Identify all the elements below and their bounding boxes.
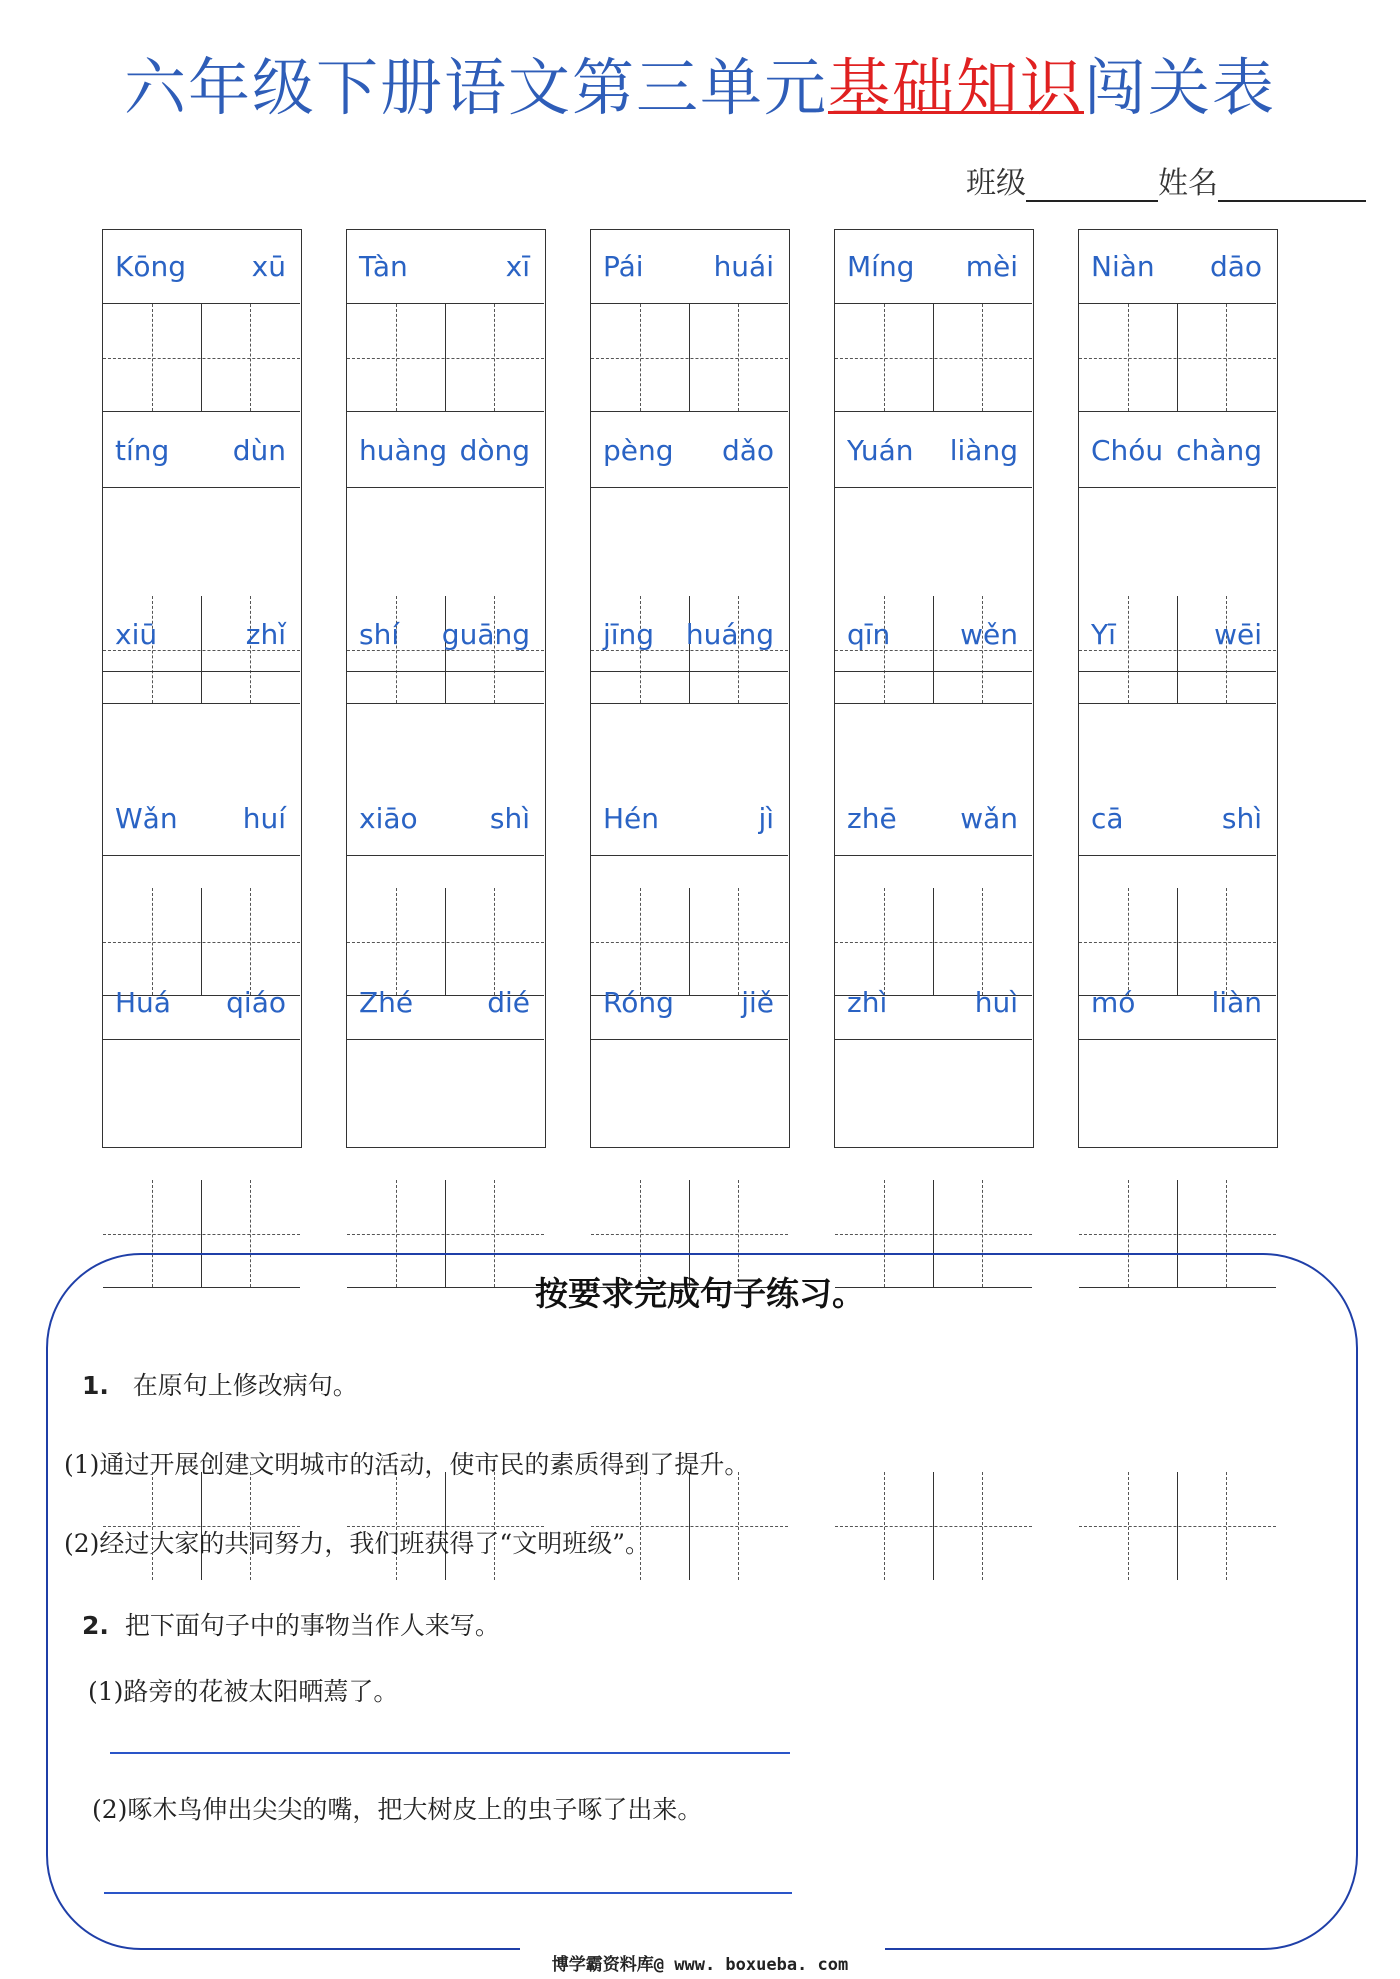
q2-sentence-a: (1)路旁的花被太阳晒蔫了。 bbox=[88, 1677, 399, 1706]
q2-text: 把下面句子中的事物当作人来写。 bbox=[124, 1611, 500, 1640]
pinyin-syllable: tíng bbox=[115, 434, 170, 467]
writing-grid[interactable] bbox=[103, 304, 300, 412]
pinyin-syllable: chàng bbox=[1176, 434, 1262, 467]
pinyin-row bbox=[1079, 230, 1276, 304]
pinyin-row bbox=[103, 782, 300, 856]
grid-line bbox=[835, 358, 1032, 359]
pinyin-syllable: dié bbox=[487, 986, 530, 1019]
grid-line bbox=[835, 1234, 1032, 1235]
grid-line bbox=[591, 358, 788, 359]
pinyin-syllable: Pái bbox=[603, 250, 644, 283]
q1-sentence-a: (1)通过开展创建文明城市的活动，使市民的素质得到了提升。 bbox=[64, 1450, 750, 1479]
question-2 bbox=[82, 1606, 500, 1642]
pinyin-syllable: Wǎn bbox=[115, 802, 178, 835]
pinyin-syllable: xiū bbox=[115, 618, 158, 651]
pinyin-column bbox=[834, 229, 1034, 1148]
pinyin-row bbox=[835, 414, 1032, 488]
pinyin-syllable: shì bbox=[489, 802, 530, 835]
pinyin-syllable: jì bbox=[758, 802, 774, 835]
pinyin-syllable: dāo bbox=[1209, 250, 1262, 283]
pinyin-syllable: Míng bbox=[847, 250, 915, 283]
pinyin-syllable: liàn bbox=[1211, 986, 1262, 1019]
q1-number: 1. bbox=[82, 1371, 109, 1400]
grid-line bbox=[103, 942, 300, 943]
pinyin-syllable: qiáo bbox=[226, 986, 286, 1019]
answer-line-2[interactable] bbox=[104, 1892, 792, 1894]
pinyin-row bbox=[1079, 966, 1276, 1040]
pinyin-row bbox=[591, 782, 788, 856]
pinyin-syllable: xū bbox=[251, 250, 286, 283]
grid-line bbox=[103, 1234, 300, 1235]
pinyin-syllable: zhē bbox=[847, 802, 897, 835]
class-blank[interactable] bbox=[1026, 166, 1158, 202]
pinyin-syllable: Niàn bbox=[1091, 250, 1155, 283]
pinyin-row bbox=[835, 230, 1032, 304]
pinyin-row bbox=[1079, 782, 1276, 856]
name-blank[interactable] bbox=[1218, 166, 1366, 202]
pinyin-row bbox=[103, 414, 300, 488]
exercise-frame bbox=[46, 1253, 1358, 1950]
pinyin-syllable: shí bbox=[359, 618, 400, 651]
title-part1: 六年级下册语文第三单元 bbox=[123, 51, 828, 124]
pinyin-row bbox=[347, 966, 544, 1040]
pinyin-column bbox=[590, 229, 790, 1148]
pinyin-syllable: Róng bbox=[603, 986, 674, 1019]
writing-grid[interactable] bbox=[835, 304, 1032, 412]
grid-line bbox=[1079, 1234, 1276, 1235]
pinyin-column bbox=[346, 229, 546, 1148]
pinyin-syllable: qīn bbox=[847, 618, 891, 651]
grid-line bbox=[591, 942, 788, 943]
pinyin-row bbox=[835, 782, 1032, 856]
grid-line bbox=[1079, 942, 1276, 943]
student-info bbox=[966, 158, 1366, 202]
pinyin-row bbox=[103, 230, 300, 304]
pinyin-syllable: cā bbox=[1091, 802, 1124, 835]
pinyin-row bbox=[835, 598, 1032, 672]
pinyin-syllable: wěn bbox=[960, 618, 1018, 651]
title-highlight: 基础知识 bbox=[827, 51, 1084, 124]
pinyin-syllable: xī bbox=[505, 250, 530, 283]
grid-line bbox=[347, 358, 544, 359]
question-1 bbox=[82, 1366, 358, 1402]
pinyin-row bbox=[835, 966, 1032, 1040]
pinyin-syllable: jiě bbox=[741, 986, 774, 1019]
q2-number: 2. bbox=[82, 1611, 109, 1640]
pinyin-column bbox=[102, 229, 302, 1148]
pinyin-row bbox=[591, 966, 788, 1040]
page-title bbox=[0, 48, 1400, 128]
pinyin-syllable: Huá bbox=[115, 986, 171, 1019]
pinyin-syllable: shì bbox=[1221, 802, 1262, 835]
pinyin-syllable: Yuán bbox=[847, 434, 914, 467]
answer-line-1[interactable] bbox=[110, 1752, 790, 1754]
name-label: 姓名 bbox=[1158, 166, 1218, 201]
pinyin-syllable: Zhé bbox=[359, 986, 414, 1019]
grid-line bbox=[103, 358, 300, 359]
exercise-title: 按要求完成句子练习。 bbox=[535, 1274, 865, 1313]
pinyin-syllable: Hén bbox=[603, 802, 660, 835]
pinyin-syllable: wǎn bbox=[960, 802, 1018, 835]
pinyin-row bbox=[1079, 414, 1276, 488]
pinyin-syllable: Yī bbox=[1091, 618, 1116, 651]
pinyin-syllable: huí bbox=[242, 802, 286, 835]
pinyin-syllable: dòng bbox=[459, 434, 530, 467]
pinyin-row bbox=[591, 598, 788, 672]
pinyin-syllable: huàng bbox=[359, 434, 448, 467]
pinyin-syllable: huáng bbox=[685, 618, 774, 651]
title-part2: 闯关表 bbox=[1084, 51, 1277, 124]
pinyin-syllable: jīng bbox=[603, 618, 655, 651]
pinyin-row bbox=[591, 414, 788, 488]
grid-line bbox=[835, 942, 1032, 943]
q1-sentence-b: (2)经过大家的共同努力，我们班获得了“文明班级”。 bbox=[64, 1529, 650, 1558]
writing-grid[interactable] bbox=[347, 304, 544, 412]
pinyin-syllable: zhì bbox=[847, 986, 888, 1019]
pinyin-syllable: Chóu bbox=[1091, 434, 1164, 467]
pinyin-syllable: guāng bbox=[441, 618, 530, 651]
pinyin-row bbox=[347, 230, 544, 304]
writing-grid[interactable] bbox=[1079, 304, 1276, 412]
pinyin-syllable: Kōng bbox=[115, 250, 187, 283]
pinyin-column bbox=[1078, 229, 1278, 1148]
footer-watermark: 博学霸资料库@ www. boxueba. com bbox=[551, 1955, 849, 1975]
pinyin-row bbox=[347, 598, 544, 672]
pinyin-row bbox=[1079, 598, 1276, 672]
grid-line bbox=[347, 1234, 544, 1235]
pinyin-row bbox=[103, 966, 300, 1040]
pinyin-syllable: liàng bbox=[949, 434, 1018, 467]
pinyin-row bbox=[347, 414, 544, 488]
pinyin-syllable: Tàn bbox=[359, 250, 408, 283]
pinyin-syllable: dùn bbox=[232, 434, 286, 467]
q1-text: 在原句上修改病句。 bbox=[132, 1371, 358, 1400]
q2-sentence-b: (2)啄木鸟伸出尖尖的嘴，把大树皮上的虫子啄了出来。 bbox=[92, 1795, 703, 1824]
pinyin-syllable: huì bbox=[974, 986, 1018, 1019]
pinyin-syllable: mó bbox=[1091, 986, 1136, 1019]
pinyin-syllable: xiāo bbox=[359, 802, 418, 835]
pinyin-row bbox=[591, 230, 788, 304]
pinyin-row bbox=[103, 598, 300, 672]
grid-line bbox=[591, 1234, 788, 1235]
pinyin-syllable: zhǐ bbox=[245, 618, 286, 651]
class-label: 班级 bbox=[966, 166, 1026, 201]
pinyin-syllable: huái bbox=[713, 250, 774, 283]
pinyin-syllable: dǎo bbox=[721, 434, 774, 467]
pinyin-syllable: pèng bbox=[603, 434, 674, 467]
grid-line bbox=[347, 942, 544, 943]
pinyin-row bbox=[347, 782, 544, 856]
grid-line bbox=[1079, 358, 1276, 359]
writing-grid[interactable] bbox=[591, 304, 788, 412]
pinyin-syllable: wēi bbox=[1214, 618, 1262, 651]
pinyin-syllable: mèi bbox=[965, 250, 1018, 283]
